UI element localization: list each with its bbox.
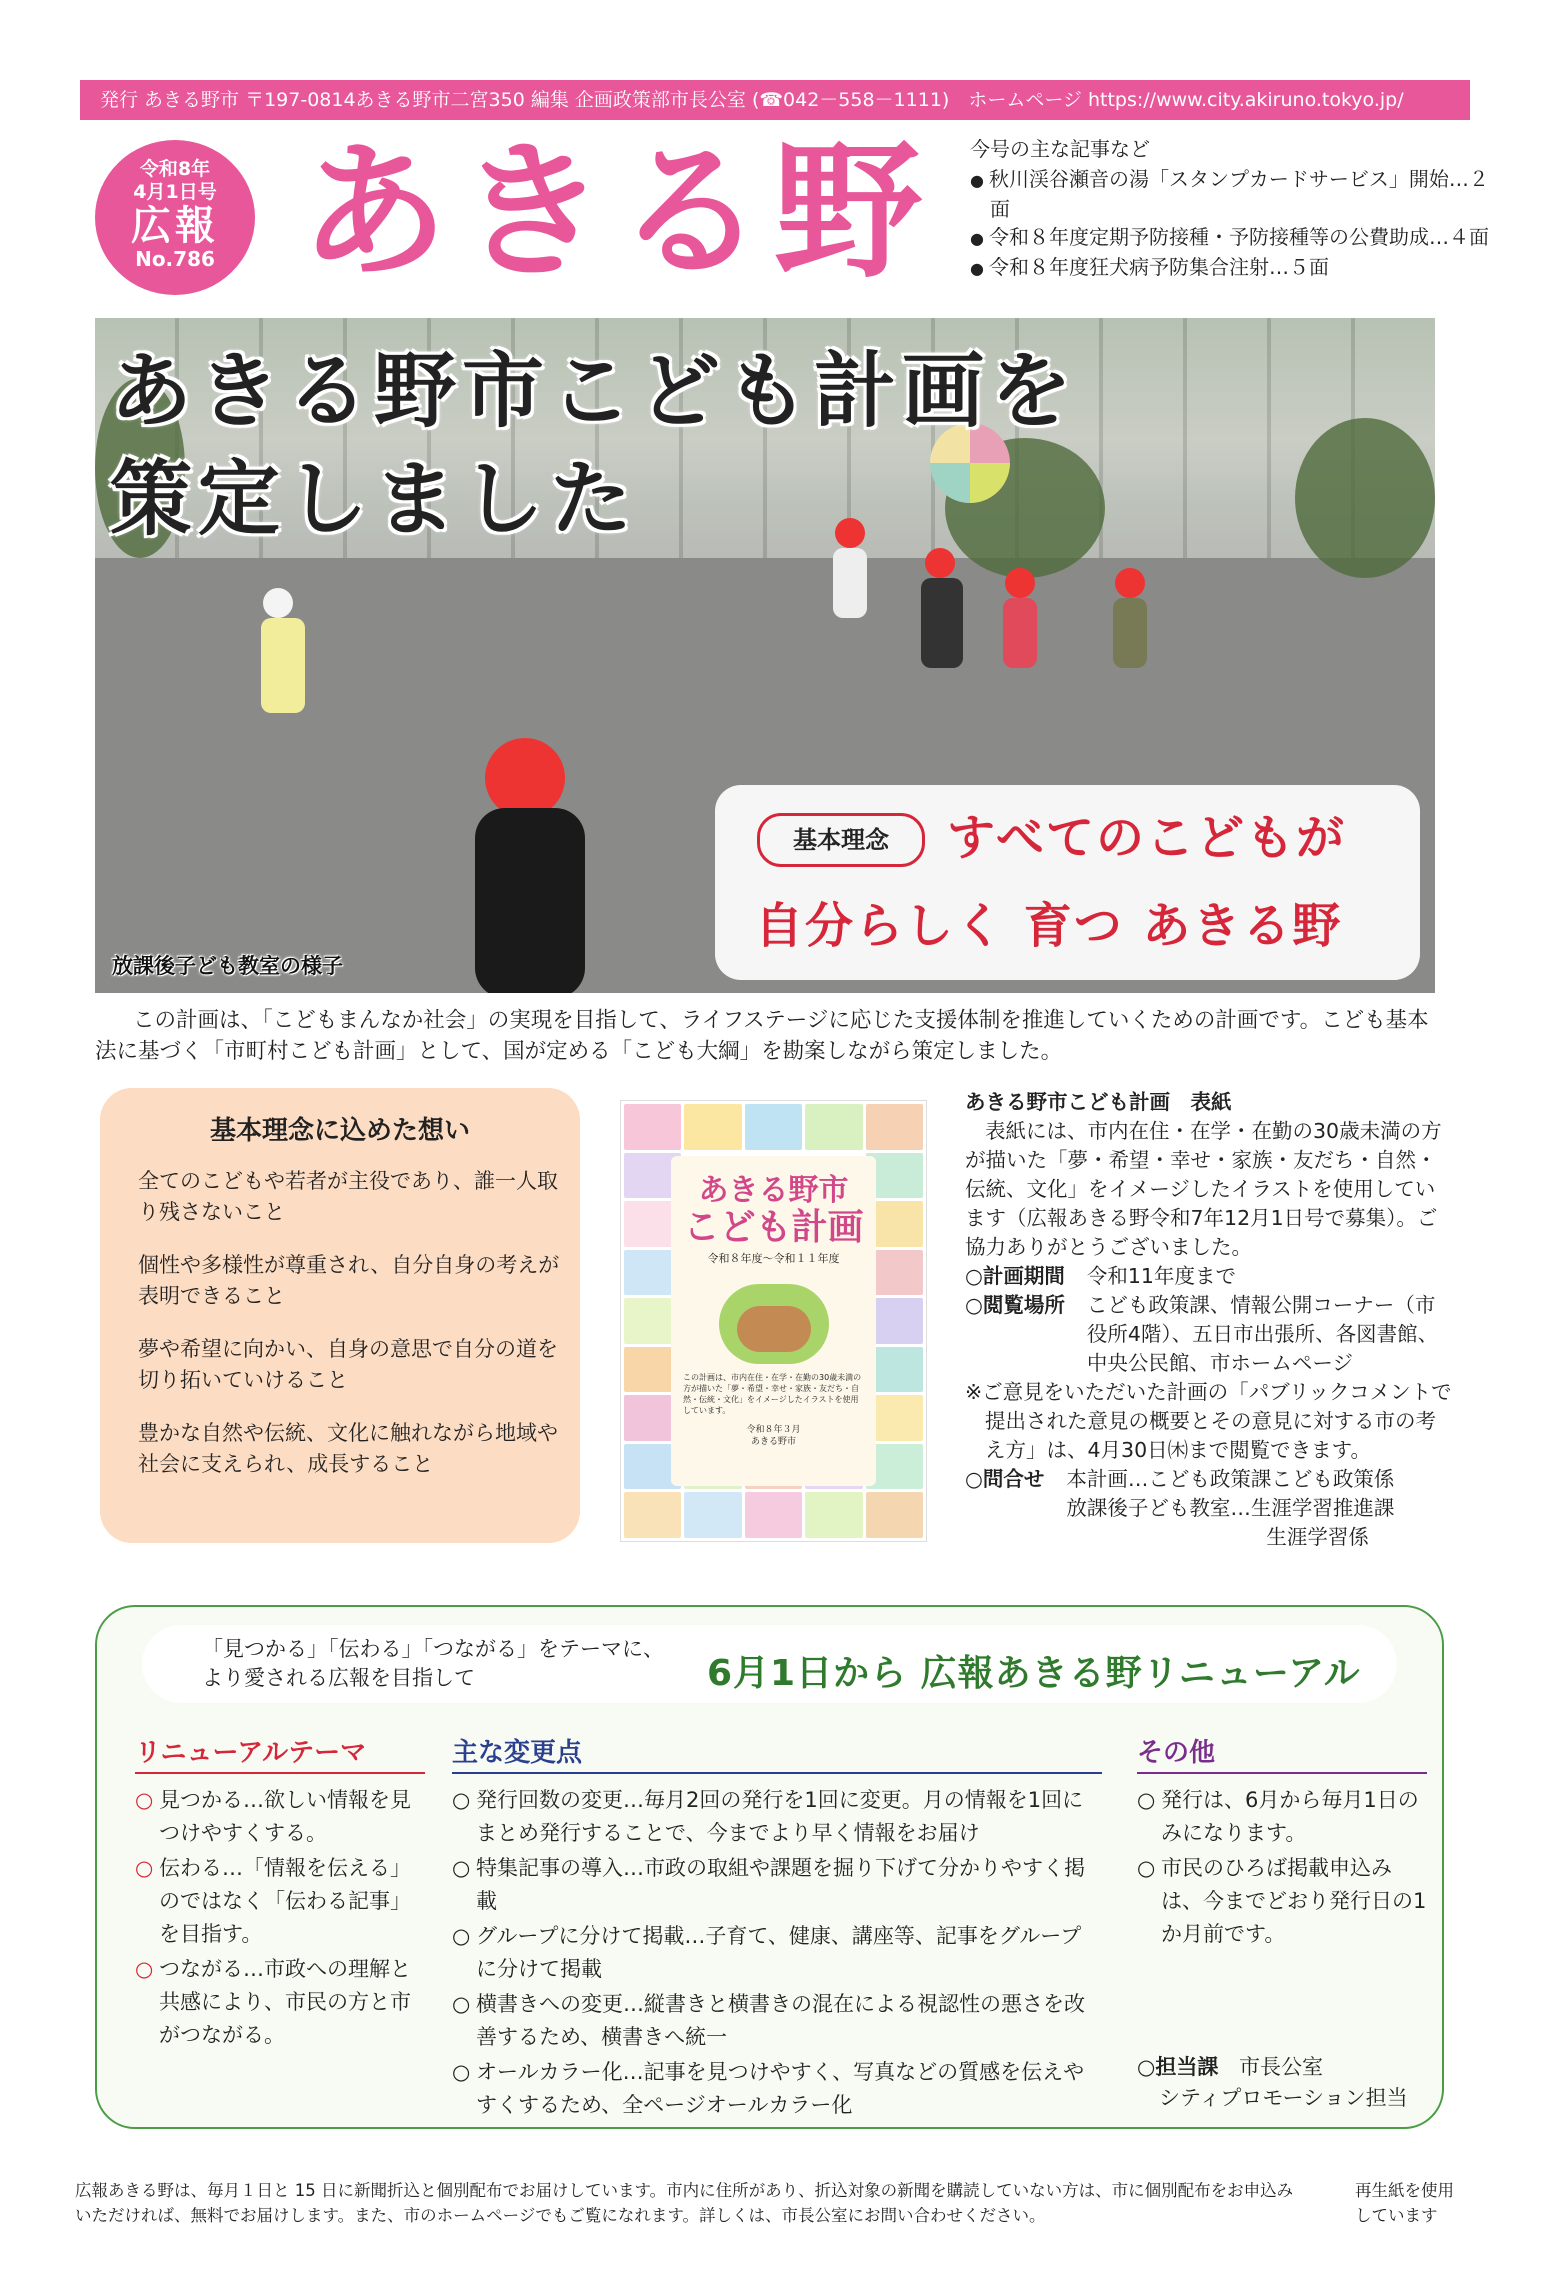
change-item: ○ 横書きへの変更…縦書きと横書きの混在による視認性の悪さを改善するため、横書きへ統一 bbox=[452, 1988, 1102, 2054]
vision-panel bbox=[715, 785, 1420, 980]
inquiry-line: 本計画…こども政策課こども政策係 bbox=[1066, 1467, 1395, 1491]
contact-dept: 市長公室 bbox=[1239, 2055, 1324, 2079]
change-item: ○ 発行回数の変更…毎月2回の発行を1回に変更。月の情報を1回にまとめ発行することで、今までより早く情報をお届け bbox=[452, 1784, 1102, 1850]
contents-list bbox=[970, 135, 1490, 283]
vision-tag: 基本理念 bbox=[757, 813, 925, 867]
cover-publisher: あきる野市 bbox=[750, 1437, 796, 1447]
theme-item: ○ 見つかる…欲しい情報を見つけやすくする。 bbox=[135, 1784, 425, 1850]
cover-info bbox=[965, 1088, 1455, 1552]
change-item: ○ 特集記事の導入…市政の取組や課題を掘り下げて分かりやすく掲載 bbox=[452, 1852, 1102, 1918]
viewing-label: ○閲覧場所 bbox=[965, 1293, 1065, 1317]
inquiry-line: 放課後子ども教室…生涯学習推進課 bbox=[1066, 1496, 1395, 1520]
inquiry-line: 生涯学習係 bbox=[1266, 1525, 1369, 1549]
philosophy-item: 豊かな自然や伝統、文化に触れながら地域や社会に支えられ、成長すること bbox=[138, 1421, 558, 1476]
recycled-paper-text: 再生紙を使用しています bbox=[1355, 2181, 1454, 2225]
cover-title-1: あきる野市 bbox=[698, 1173, 849, 1208]
recycled-paper-note bbox=[1355, 2178, 1455, 2228]
mascot-illustration bbox=[719, 1284, 829, 1364]
intro-text: この計画は、「こどもまんなか社会」の実現を目指して、ライフステージに応じた支援体制を推進していくための計画です。こども基本法に基づく「市町村こども計画」として、国が定める「こども大綱」を勘案しながら策定しました。 bbox=[95, 1008, 1429, 1064]
other-heading: その他 bbox=[1137, 1732, 1427, 1774]
renewal-changes bbox=[452, 1732, 1102, 2124]
other-item: ○ 市民のひろば掲載申込みは、今までどおり発行日の1か月前です。 bbox=[1137, 1852, 1427, 1951]
renewal-subtitle-line: 「見つかる」「伝わる」「つながる」をテーマに、 bbox=[202, 1637, 664, 1661]
cover-publish-date: 令和８年３月 bbox=[746, 1425, 801, 1435]
issue-era: 令和8年 bbox=[139, 158, 211, 180]
philosophy-item: 個性や多様性が尊重され、自分自身の考えが表明できること bbox=[138, 1253, 560, 1308]
renewal-themes bbox=[135, 1732, 425, 2054]
contents-item[interactable]: ● 令和８年度定期予防接種・予防接種等の公費助成…４面 bbox=[970, 223, 1490, 253]
philosophy-item: 夢や希望に向かい、自身の意思で自分の道を切り拓いていけること bbox=[138, 1337, 558, 1392]
photo-caption: 放課後子ども教室の様子 bbox=[112, 954, 343, 978]
cover-title-2: こども計画 bbox=[683, 1207, 864, 1248]
cover-description: この計画は、市内在住・在学・在勤の30歳未満の方が描いた「夢・希望・幸せ・家族・友だち・自然・伝統・文化」をイメージしたイラストを使用しています。 bbox=[683, 1373, 862, 1415]
philosophy-title: 基本理念に込めた想い bbox=[209, 1116, 470, 1146]
contact-team: シティプロモーション担当 bbox=[1159, 2086, 1408, 2110]
theme-item: ○ つながる…市政への理解と共感により、市民の方と市がつながる。 bbox=[135, 1953, 425, 2052]
cover-info-body: 表紙には、市内在住・在学・在勤の30歳未満の方が描いた「夢・希望・幸せ・家族・友だち・自然・伝統、文化」をイメージしたイラストを使用しています（広報あきる野令和7年12月1日号で募集）。ご協力ありがとうございました。 bbox=[965, 1119, 1442, 1259]
masthead-title: あきる野 bbox=[300, 126, 932, 298]
renewal-box bbox=[95, 1605, 1444, 2129]
renewal-subtitle-line: より愛される広報を目指して bbox=[202, 1666, 475, 1690]
period-value: 令和11年度まで bbox=[1086, 1264, 1236, 1288]
change-item: ○ オールカラー化…記事を見つけやすく、写真などの質感を伝えやすくするため、全ページオールカラー化 bbox=[452, 2056, 1102, 2122]
period-label: ○計画期間 bbox=[965, 1264, 1065, 1288]
change-item: ○ グループに分けて掲載…子育て、健康、講座等、記事をグループに分けて掲載 bbox=[452, 1920, 1102, 1986]
vision-line1: すべてのこどもが bbox=[947, 810, 1347, 866]
viewing-value: こども政策課、情報公開コーナー（市役所4階）、五日市出張所、各図書館、中央公民館、市ホームページ bbox=[1086, 1293, 1439, 1375]
issue-date: 4月1日号 bbox=[133, 181, 217, 203]
renewal-title: 6月1日から 広報あきる野リニューアル bbox=[707, 1653, 1361, 1694]
renewal-subtitle bbox=[202, 1635, 664, 1693]
issue-label: 広報 bbox=[131, 203, 219, 249]
hero-title bbox=[110, 338, 1410, 554]
cover-period: 令和８年度～令和１１年度 bbox=[707, 1252, 840, 1265]
issue-number: No.786 bbox=[135, 247, 215, 271]
issue-badge bbox=[95, 140, 255, 295]
contents-item[interactable]: ● 秋川渓谷瀬音の湯「スタンプカードサービス」開始…２面 bbox=[970, 165, 1490, 223]
public-comment-note: ※ご意見をいただいた計画の「パブリックコメントで提出された意見の概要とその意見に対する市の考え方」は、4月30日㈭まで閲覧できます。 bbox=[965, 1380, 1452, 1462]
inquiry-label: ○問合せ bbox=[965, 1467, 1045, 1491]
cover-info-heading: あきる野市こども計画 表紙 bbox=[965, 1090, 1232, 1114]
contents-item[interactable]: ● 令和８年度狂犬病予防集合注射…５面 bbox=[970, 253, 1490, 283]
theme-item: ○ 伝わる…「情報を伝える」のではなく「伝わる記事」を目指す。 bbox=[135, 1852, 425, 1951]
philosophy-box bbox=[100, 1088, 580, 1543]
contact-label: ○担当課 bbox=[1137, 2055, 1219, 2079]
hero-title-line2: 策定しました bbox=[110, 452, 639, 547]
contents-heading: 今号の主な記事など bbox=[970, 137, 1150, 161]
vision-line2: 自分らしく 育つ あきる野 bbox=[755, 898, 1343, 954]
hero-title-line1: あきる野市こども計画を bbox=[110, 344, 1079, 439]
philosophy-item: 全てのこどもや若者が主役であり、誰一人取り残さないこと bbox=[138, 1169, 558, 1224]
publisher-bar: 発行 あきる野市 〒197-0814あきる野市二宮350 編集 企画政策部市長公室 (☎042－558－1111) ホームページ https://www.city.akiruno.tokyo.jp/ bbox=[80, 80, 1470, 120]
changes-heading: 主な変更点 bbox=[452, 1732, 1102, 1774]
renewal-other bbox=[1137, 1732, 1427, 1953]
plan-cover-image[interactable] bbox=[620, 1100, 927, 1542]
renewal-banner bbox=[142, 1625, 1397, 1703]
renewal-contact bbox=[1137, 2052, 1408, 2114]
cover-center-panel bbox=[671, 1156, 876, 1486]
other-item: ○ 発行は、6月から毎月1日のみになります。 bbox=[1137, 1784, 1427, 1850]
themes-heading: リニューアルテーマ bbox=[135, 1732, 425, 1774]
footer-note: 広報あきる野は、毎月１日と 15 日に新聞折込と個別配布でお届けしています。市内に住所があり、折込対象の新聞を購読していない方は、市に個別配布をお申込みいただければ、無料でお届けします。また、市のホームページでもご覧になれます。詳しくは、市長公室にお問い合わせください。 bbox=[75, 2181, 1294, 2225]
